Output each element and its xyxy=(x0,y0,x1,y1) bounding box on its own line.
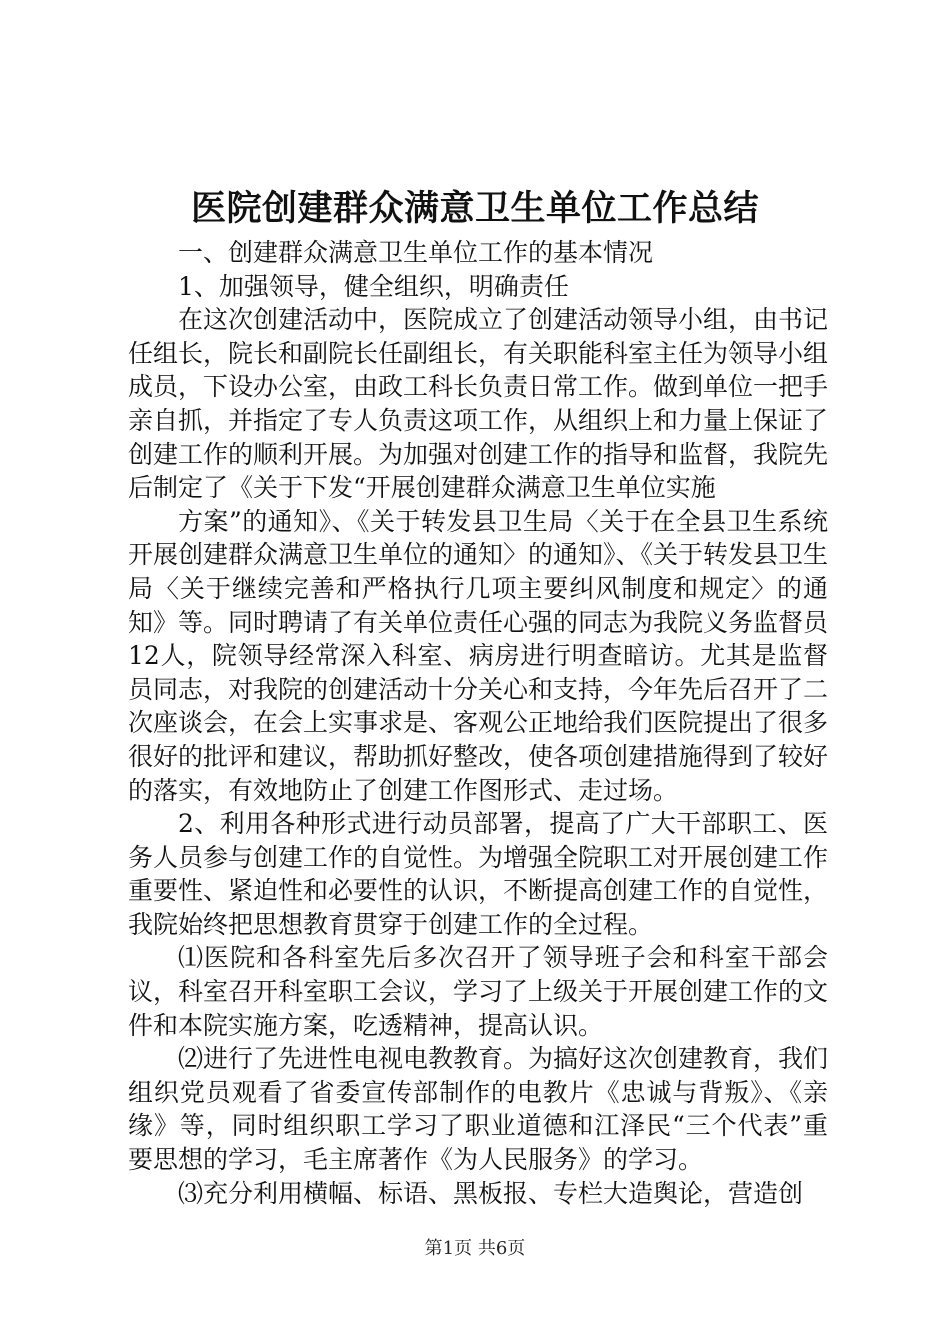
subsection-heading: 1、加强领导，健全组织，明确责任 xyxy=(178,271,569,301)
paragraph: 在这次创建活动中，医院成立了创建活动领导小组，由书记任组长，院长和副院长任副组长，有关职能科室主任为领导小组成员，下设办公室，由政工科长负责日常工作。做到单位一把手亲自抓，并指定了专人负责这项工作，从组织上和力量上保证了创建工作的顺利开展。为加强对创建工作的指导和监督，我院先后制定了《关于下发“开展创建群众满意卫生单位实施 xyxy=(128,305,829,503)
paragraph: ⑵进行了先进性电视电教教育。为搞好这次创建教育，我们组织党员观看了省委宣传部制作的电教片《忠诚与背叛》、《亲缘》等，同时组织职工学习了职业道德和江泽民“三个代表”重要思想的学习，毛主席著作《为人民服务》的学习。 xyxy=(128,1044,829,1175)
section-heading: 一、创建群众满意卫生单位工作的基本情况 xyxy=(178,238,654,267)
paragraph: ⑶充分利用横幅、标语、黑板报、专栏大造舆论，营造创 xyxy=(178,1178,804,1208)
paragraph: 方案”的通知》、《关于转发县卫生局〈关于在全县卫生系统开展创建群众满意卫生单位的通知〉的通知》、《关于转发县卫生局〈关于继续完善和严格执行几项主要纠风制度和规定〉的通知》等。同时聘请了有关单位责任心强的同志为我院义务监督员12人，院领导经常深入科室、病房进行明查暗访。尤其是监督员同志，对我院的创建活动十分关心和支持，今年先后召开了二次座谈会，在会上实事求是、客观公正地给我们医院提出了很多很好的批评和建议，帮助抓好整改，使各项创建措施得到了较好的落实，有效地防止了创建工作图形式、走过场。 xyxy=(128,506,829,805)
document-title: 医院创建群众满意卫生单位工作总结 xyxy=(190,188,759,229)
document-body xyxy=(128,236,828,1210)
paragraph: ⑴医院和各科室先后多次召开了领导班子会和科室干部会议，科室召开科室职工会议，学习了上级关于开展创建工作的文件和本院实施方案，吃透精神，提高认识。 xyxy=(128,943,829,1040)
page-number: 第1页 共6页 xyxy=(424,1238,526,1259)
paragraph: 2、利用各种形式进行动员部署，提高了广大干部职工、医务人员参与创建工作的自觉性。为增强全院职工对开展创建工作重要性、紧迫性和必要性的认识，不断提高创建工作的自觉性，我院始终把思想教育贯穿于创建工作的全过程。 xyxy=(128,809,829,939)
